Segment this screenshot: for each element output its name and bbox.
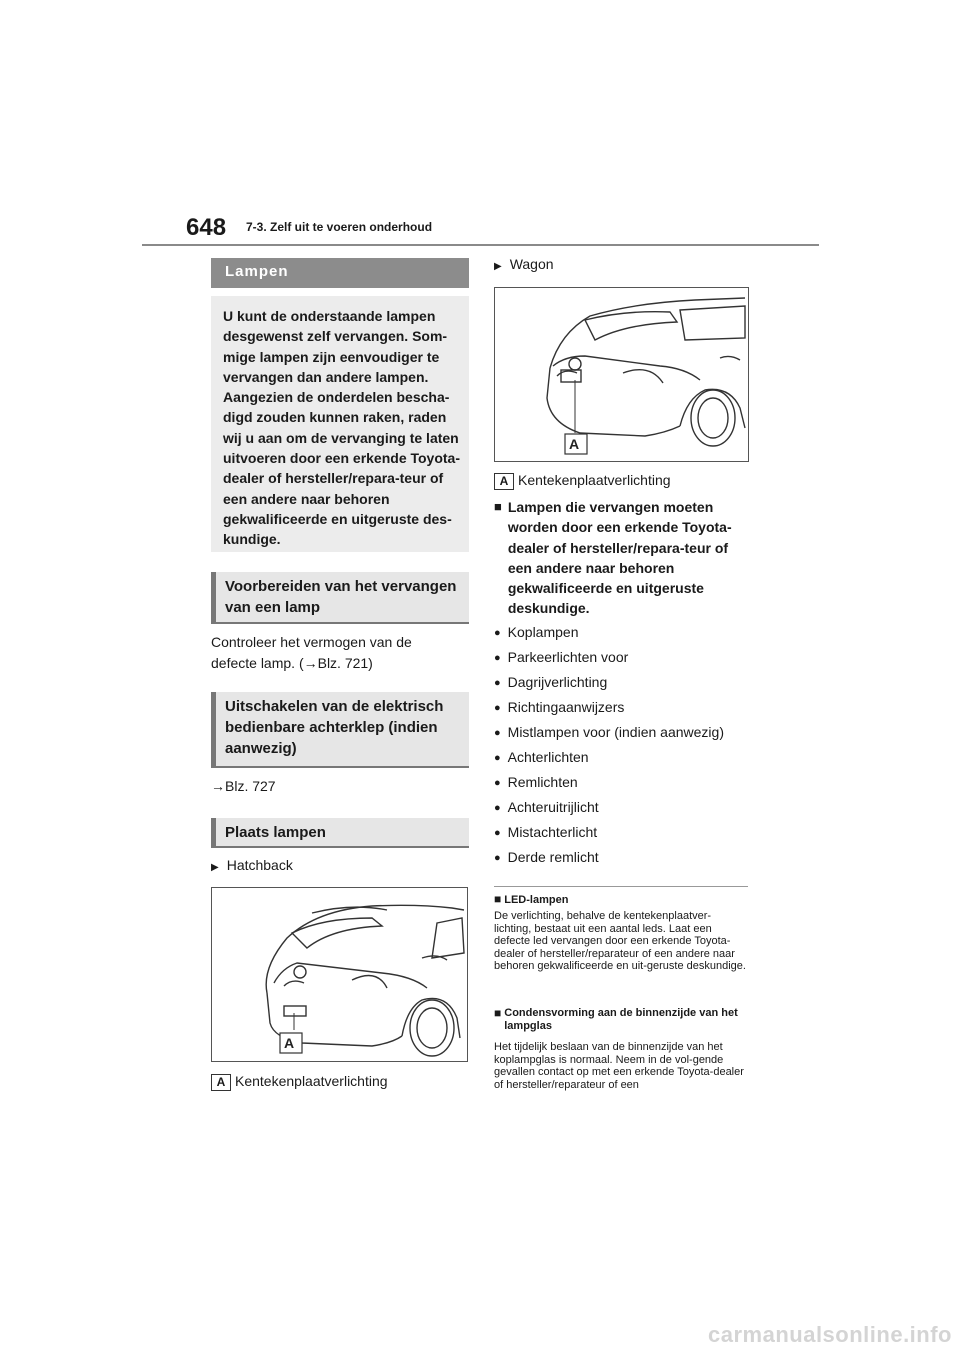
hatchback-label-text: Hatchback (226, 857, 293, 873)
lampen-heading: Lampen (211, 258, 469, 288)
led-title-text: LED-lampen (504, 894, 569, 906)
switch-heading: Uitschakelen van de elektrisch bedienbare achterklep (indien aanwezig) (211, 692, 469, 768)
watermark: carmanualsonline.info (708, 1322, 952, 1347)
section-title: 7-3. Zelf uit te voeren onderhoud (246, 220, 433, 234)
wagon-label (494, 254, 554, 277)
wagon-illustration (494, 287, 749, 462)
dealer-lamp-list (494, 622, 754, 872)
prep-text: Controleer het vermogen van de defecte lamp. (→Blz. 721) (211, 634, 412, 671)
prep-heading: Voorbereiden van het vervangen van een lamp (211, 572, 469, 624)
list-item: ● Parkeerlichten voor (494, 647, 754, 672)
list-item: ● Mistachterlicht (494, 822, 754, 847)
callout-a-tag: A (494, 473, 514, 490)
triangle-right-icon: ▶ (211, 862, 219, 873)
list-item: ● Mistlampen voor (indien aanwezig) (494, 722, 754, 747)
hatchback-illustration (211, 887, 468, 1062)
square-bullet-icon: ■ (494, 892, 502, 906)
led-title (494, 893, 748, 907)
switch-text: →Blz. 727 (211, 778, 276, 794)
list-item: ● Remlichten (494, 772, 754, 797)
square-bullet-icon: ■ (494, 1006, 502, 1020)
dealer-heading (494, 497, 750, 619)
list-item: ● Richtingaanwijzers (494, 697, 754, 722)
wagon-caption (494, 470, 671, 491)
hatchback-caption (211, 1071, 388, 1092)
callout-a: A (284, 1035, 295, 1051)
hatchback-caption-text: Kentekenplaatverlichting (235, 1073, 388, 1089)
list-item: ● Derde remlicht (494, 847, 754, 872)
intro-box: U kunt de onderstaande lampen desgewenst zelf vervangen. Som-mige lampen zijn eenvoudiger te vervangen dan andere lampen. Aangezien de onderdelen bescha-digd zouden kunnen raken, raden wij u aan om de vervanging te laten uitvoeren door een erkende Toyota-dealer of hersteller/repara-teur of een andere naar behoren gekwalificeerde en uitgeruste des-kundige. (211, 296, 469, 552)
list-item: ● Achterlichten (494, 747, 754, 772)
callout-a: A (569, 436, 580, 452)
wagon-caption-text: Kentekenplaatverlichting (518, 472, 671, 488)
header-rule (142, 244, 819, 246)
dealer-heading-text: Lampen die vervangen moeten worden door een erkende Toyota-dealer of hersteller/repara-teur of een andere naar behoren gekwalificeerde en uitgeruste deskundige. (507, 499, 732, 617)
list-item: ● Achteruitrijlicht (494, 797, 754, 822)
wagon-label-text: Wagon (509, 256, 554, 272)
square-bullet-icon: ■ (494, 499, 502, 514)
page-number: 648 (186, 214, 227, 241)
list-item: ● Dagrijverlichting (494, 672, 754, 697)
hatchback-car-drawing (212, 888, 467, 1061)
cond-title-text: Condensvorming aan de binnenzijde van het lampglas (504, 1007, 738, 1032)
callout-a-tag: A (211, 1074, 231, 1091)
hatchback-label (211, 855, 293, 878)
triangle-right-icon: ▶ (494, 261, 502, 272)
led-text: De verlichting, behalve de kentekenplaatver-lichting, bestaat uit een aantal leds. Laat een defecte led vervangen door een erkende Toyota-dealer of hersteller/reparateur of een andere naar behoren gekwalificeerde en uit-geruste deskundige. (494, 910, 746, 972)
cond-title (494, 1007, 748, 1032)
cond-text: Het tijdelijk beslaan van de binnenzijde van het koplampglas is normaal. Neem in de vol-gende gevallen contact op met een erkende Toyota-dealer of hersteller/reparateur of een (494, 1041, 744, 1091)
list-item: ● Koplampen (494, 622, 754, 647)
location-heading: Plaats lampen (211, 818, 469, 848)
note-divider (494, 886, 748, 887)
wagon-car-drawing (495, 288, 748, 461)
